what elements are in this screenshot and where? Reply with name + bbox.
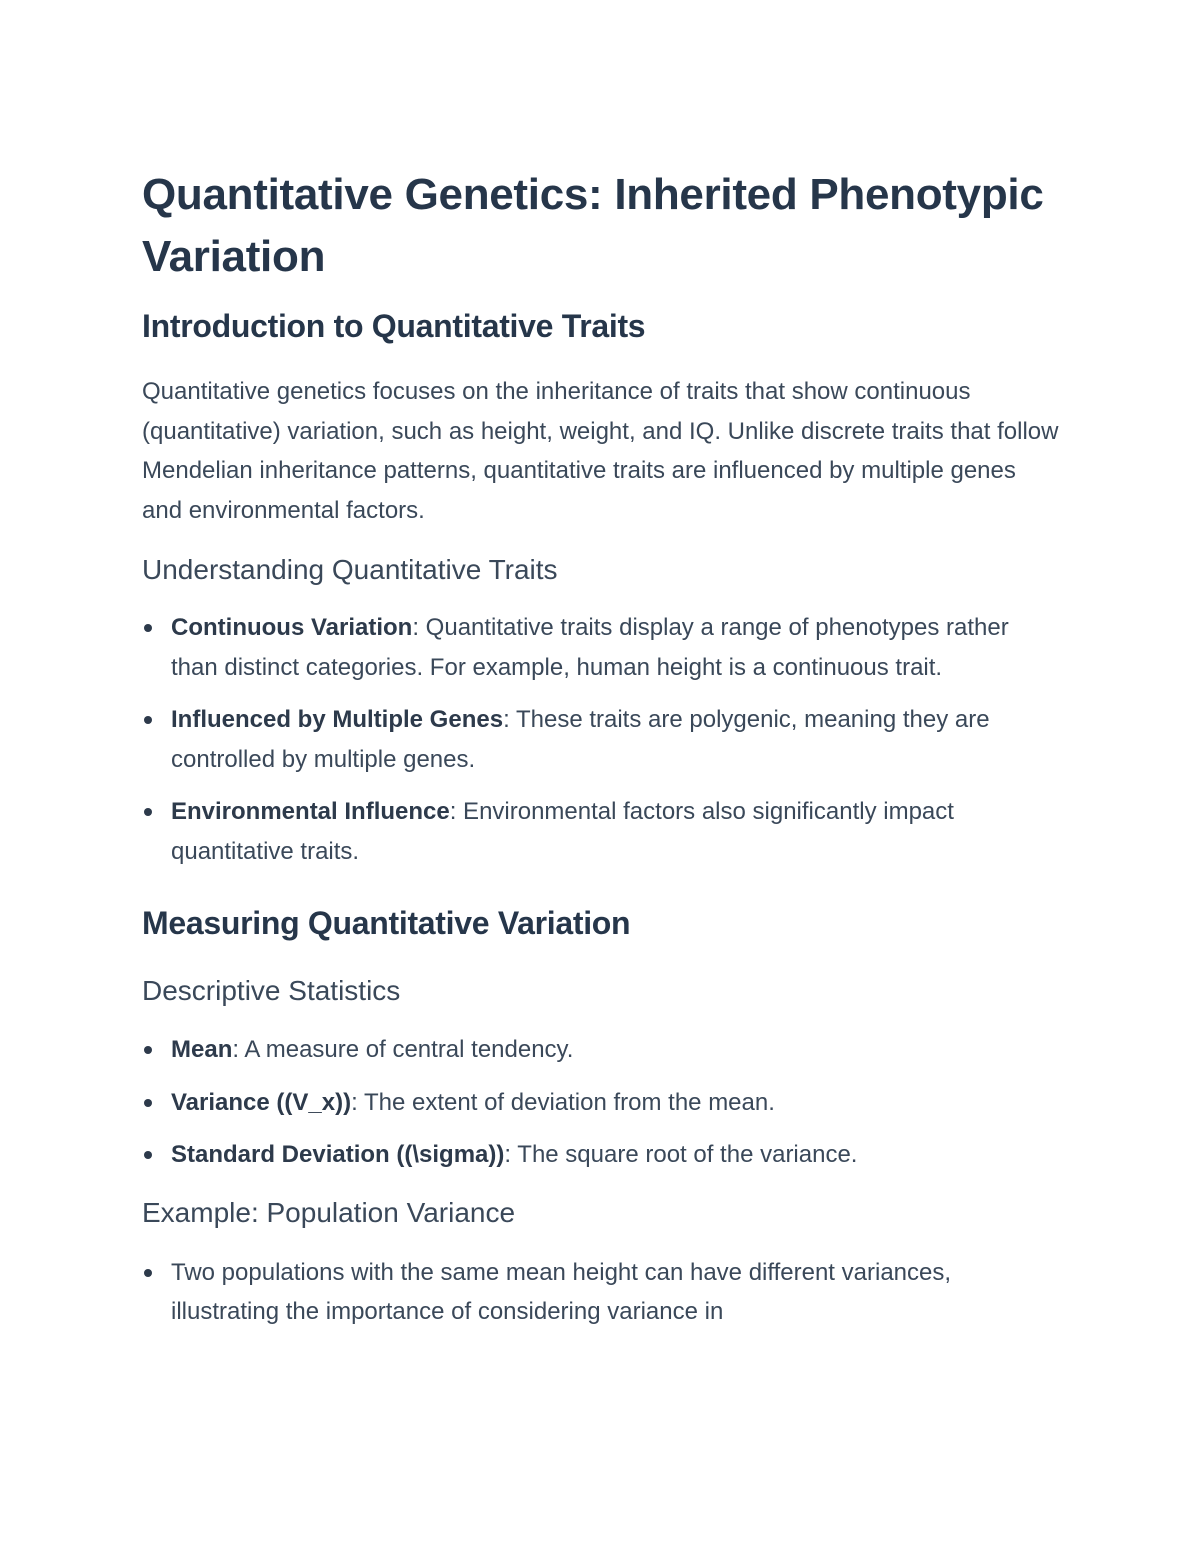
bullet-icon [144,1099,152,1107]
intro-paragraph: Quantitative genetics focuses on the inheritance of traits that show continuous (quantitative) variation, such as height, weight, and IQ. Unlike discrete traits that follow Mendelian inheritance patterns, quantitative traits are influenced by multiple genes and environmental factors. [142,378,1059,524]
bullet-icon [144,1151,152,1159]
list-item [142,792,1062,871]
list-item-term: Mean [171,1036,233,1063]
descriptive-statistics-list [142,1030,1062,1175]
list-item [142,1030,1062,1070]
bullet-icon [144,716,152,724]
list-item-term: Standard Deviation ((\sigma)) [171,1141,505,1168]
bullet-icon [144,808,152,816]
list-item-term: Environmental Influence [171,798,450,825]
list-item-term: Influenced by Multiple Genes [171,706,504,733]
list-item-text: : These traits are polygenic, meaning they are controlled by multiple genes. [171,706,990,773]
section-heading-intro: Introduction to Quantitative Traits [142,308,646,344]
bullet-icon [144,1046,152,1054]
list-item-text: Two populations with the same mean height can have different variances, illustrating the importance of considering variance in [171,1258,952,1325]
page-title: Quantitative Genetics: Inherited Phenotypic Variation [142,170,1044,281]
example-list [142,1253,1062,1332]
bullet-icon [144,624,152,632]
list-item-text: : Quantitative traits display a range of phenotypes rather than distinct categories. For example, human height is a continuous trait. [171,614,1009,681]
section-heading-measuring: Measuring Quantitative Variation [142,905,631,941]
list-item [142,608,1062,687]
list-item-term: Continuous Variation [171,614,413,641]
list-item [142,1135,1062,1175]
list-item [142,1253,1062,1332]
subheading-understanding: Understanding Quantitative Traits [142,554,558,585]
document-page [142,164,1062,1332]
list-item-text: : The square root of the variance. [504,1141,858,1168]
understanding-list [142,608,1062,871]
list-item [142,1083,1062,1123]
subheading-descriptive-statistics: Descriptive Statistics [142,975,401,1006]
list-item-term: Variance ((V_x)) [171,1088,352,1116]
subheading-example: Example: Population Variance [142,1196,516,1228]
list-item [142,700,1062,779]
list-item-text: : A measure of central tendency. [232,1036,574,1063]
list-item-text: : Environmental factors also significantly impact quantitative traits. [171,798,954,865]
list-item-text: : The extent of deviation from the mean. [351,1088,775,1116]
bullet-icon [144,1269,152,1277]
